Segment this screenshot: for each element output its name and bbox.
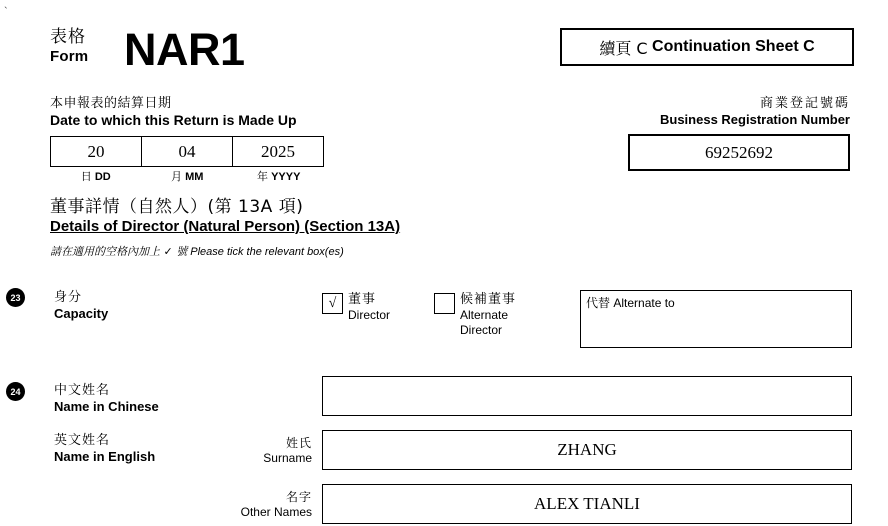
surname-label-cn: 姓氏 (285, 436, 312, 450)
tick-instruction-cn: 請在適用的空格內加上 ✓ 號 (50, 245, 188, 258)
name-english-label-en: Name in English (54, 449, 156, 465)
surname-label (192, 436, 312, 466)
date-day-field[interactable]: 20 (51, 137, 142, 166)
section-heading-cn: 董事詳情（自然人）(第 13A 項) (50, 197, 304, 217)
return-date-title-en: Date to which this Return is Made Up (50, 111, 297, 128)
surname-label-en: Surname (263, 451, 312, 465)
name-chinese-field[interactable] (322, 376, 852, 416)
form-code: NAR1 (124, 24, 245, 75)
section-heading-en: Details of Director (Natural Person) (Section 13A) (50, 218, 401, 235)
date-day-caption (50, 168, 142, 184)
alternate-to-label-cn: 代替 (586, 296, 611, 310)
brn-title-cn: 商業登記號碼 (759, 96, 850, 111)
brn-title (660, 96, 850, 127)
capacity-label (54, 290, 108, 323)
name-chinese-label-cn: 中文姓名 (54, 383, 111, 398)
date-day-caption-cn: 日 (80, 170, 92, 183)
checkbox-director-label-cn: 董事 (348, 292, 377, 307)
date-year-caption-en: YYYY (271, 171, 301, 183)
surname-field[interactable]: ZHANG (322, 430, 852, 470)
brn-title-en: Business Registration Number (660, 111, 850, 127)
continuation-sheet-cn: 續頁 C (599, 38, 648, 58)
checkbox-alternate-label-cn: 候補董事 (460, 292, 517, 307)
return-date-fields (50, 136, 324, 167)
alternate-to-label-en: Alternate to (613, 296, 675, 310)
date-month-caption-en: MM (185, 171, 204, 183)
date-day-caption-en: DD (94, 171, 111, 183)
date-year-caption (233, 168, 325, 184)
other-names-label-en: Other Names (240, 505, 312, 519)
date-month-caption (142, 168, 234, 184)
checkbox-director-label-en: Director (348, 308, 391, 323)
other-names-label (192, 490, 312, 520)
brn-field[interactable]: 69252692 (628, 134, 850, 171)
tick-instruction (50, 243, 344, 259)
alternate-to-field[interactable] (580, 290, 852, 348)
checkbox-alternate-director-label (460, 292, 516, 338)
capacity-label-cn: 身分 (54, 290, 83, 305)
date-year-caption-cn: 年 (257, 170, 269, 183)
checkbox-alternate-label-en1: Alternate (460, 308, 509, 323)
name-chinese-label-en: Name in Chinese (54, 399, 159, 415)
other-names-field[interactable]: ALEX TIANLI (322, 484, 852, 524)
name-chinese-label (54, 383, 159, 416)
return-date-title (50, 96, 297, 128)
alternate-to-label (586, 294, 675, 311)
form-label-en: Form (50, 47, 89, 65)
item-number-24: 24 (6, 382, 25, 401)
checkbox-director[interactable]: √ (322, 293, 343, 314)
checkbox-alternate-label-en2: Director (460, 323, 503, 338)
form-label-cn: 表格 (50, 27, 86, 47)
date-captions (50, 168, 325, 184)
capacity-label-en: Capacity (54, 306, 109, 322)
form-label (50, 28, 88, 65)
return-date-title-cn: 本申報表的結算日期 (50, 96, 172, 111)
name-english-label-cn: 英文姓名 (54, 433, 111, 448)
other-names-label-cn: 名字 (285, 490, 312, 504)
date-year-field[interactable]: 2025 (261, 141, 295, 161)
checkbox-alternate-director[interactable] (434, 293, 455, 314)
corner-mark: ` (4, 6, 8, 18)
checkbox-director-label (348, 292, 390, 323)
continuation-sheet-en: Continuation Sheet C (652, 38, 815, 55)
tick-instruction-en: Please tick the relevant box(es) (190, 246, 344, 258)
item-number-23: 23 (6, 288, 25, 307)
date-month-caption-cn: 月 (171, 170, 183, 183)
name-english-label (54, 433, 155, 466)
date-month-field[interactable]: 04 (142, 137, 233, 166)
continuation-sheet-box (560, 28, 854, 66)
